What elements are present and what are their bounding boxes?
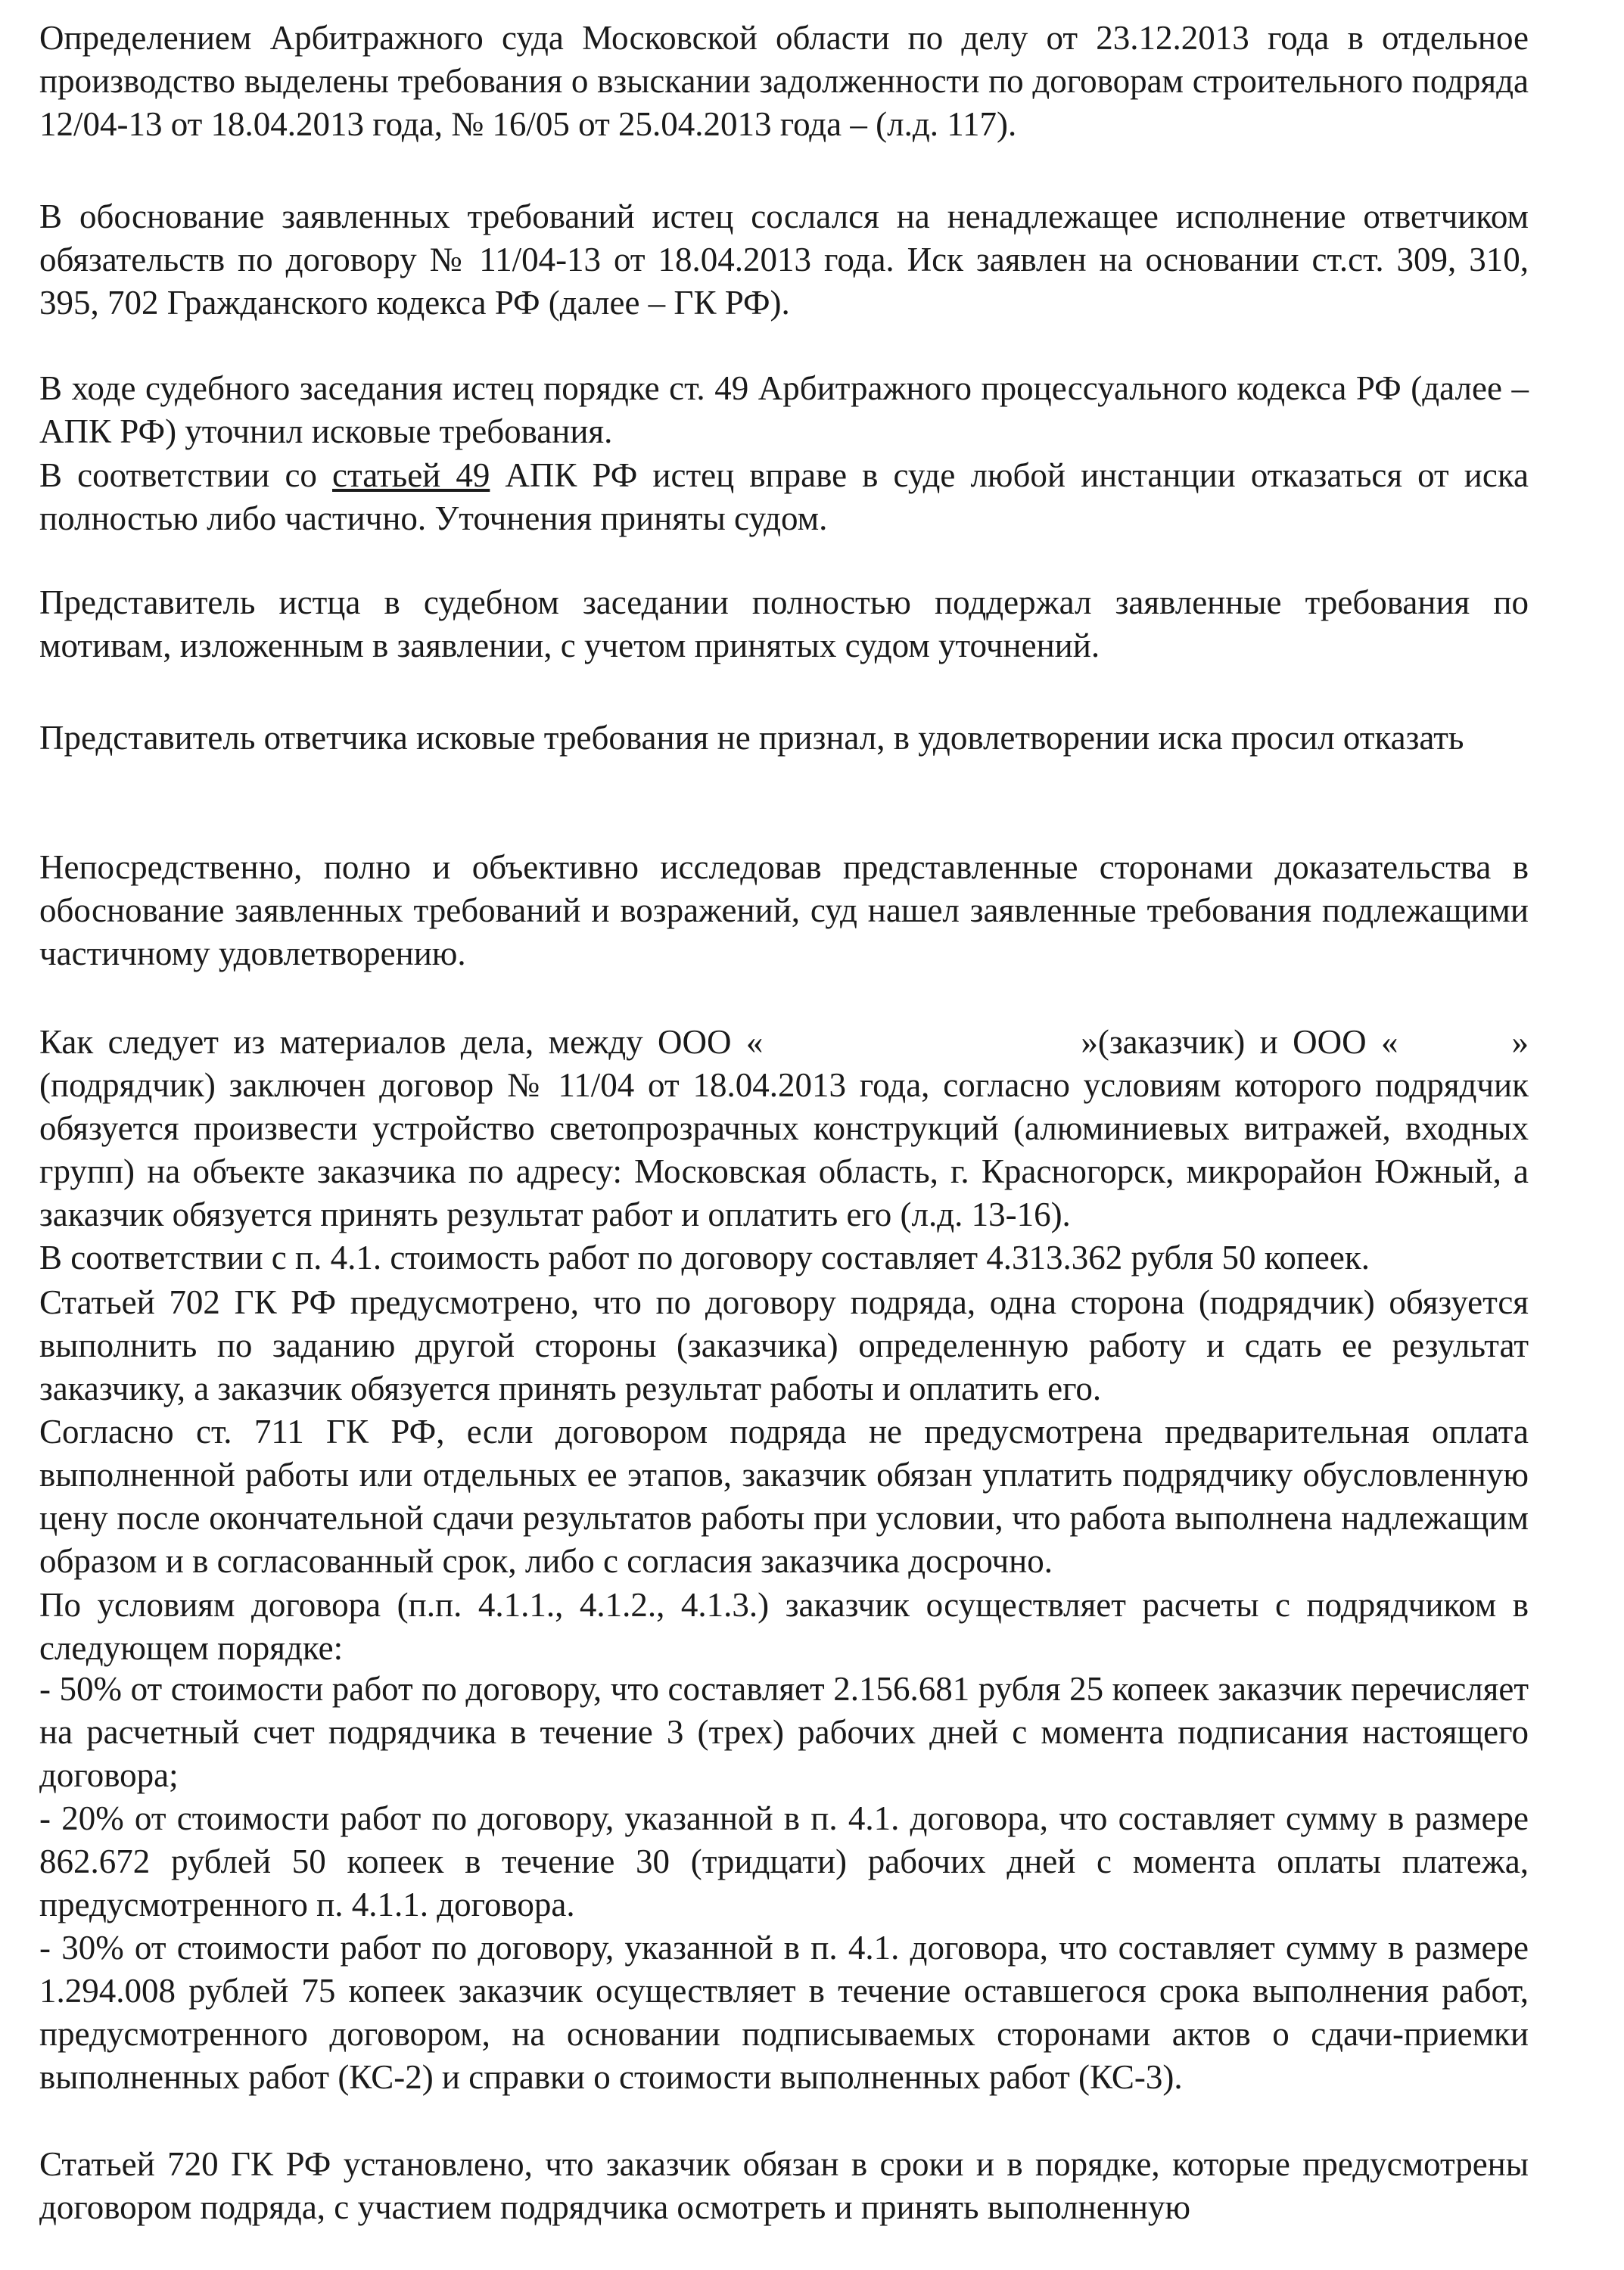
paragraph-plaintiff-position [39,581,1529,667]
paragraph-payment-terms [39,1584,1529,1670]
paragraph-text: В соответствии с п. 4.1. стоимость работ по договору составляет 4.313.362 рубля 50 копеек. [39,1239,1370,1276]
paragraph-text: Представитель истца в судебном заседании полностью поддержал заявленные требования по мотивам, изложенным в заявлении, с учетом принятых судом уточнений. [39,583,1529,664]
paragraph-article-49 [39,454,1529,540]
paragraph-text: По условиям договора (п.п. 4.1.1., 4.1.2., 4.1.3.) заказчик осуществляет расчеты с подрядчиком в следующем порядке: [39,1586,1529,1667]
paragraph-defendant-position [39,717,1529,760]
paragraph-text-start: В соответствии со [39,456,333,494]
paragraph-claim-basis [39,195,1529,325]
paragraph-court-finding [39,846,1529,975]
paragraph-text: Определением Арбитражного суда Московской области по делу от 23.12.2013 года в отдельное производство выделены требования о взыскании задолженности по договорам строительного подряда 12/04-13 от 18.04.2013 года, № 16/05 от 25.04.2013 года – (л.д. 117). [39,19,1529,143]
paragraph-article-711 [39,1410,1529,1583]
paragraph-article-720 [39,2143,1529,2229]
paragraph-text [39,454,1529,540]
paragraph-arbitration-ruling [39,17,1529,146]
paragraph-text: - 20% от стоимости работ по договору, указанной в п. 4.1. договора, что составляет сумму в размере 862.672 рублей 50 копеек в течение 30 (тридцати) рабочих дней с момента оплаты платежа, предусмотренного п. 4.1.1. договора. [39,1799,1529,1923]
paragraph-contract-price [39,1236,1529,1280]
paragraph-text: - 50% от стоимости работ по договору, что составляет 2.156.681 рубля 25 копеек заказчик перечисляет на расчетный счет подрядчика в течение 3 (трех) рабочих дней с момента подписания настоящего договора; [39,1670,1529,1794]
paragraph-text: Статьей 720 ГК РФ установлено, что заказчик обязан в сроки и в порядке, которые предусмотрены договором подряда, с участием подрядчика осмотреть и принять выполненную [39,2145,1529,2226]
paragraph-text: Представитель ответчика исковые требования не признал, в удовлетворении иска просил отказать [39,719,1464,757]
paragraph-text-end: » (подрядчик) заключен договор № 11/04 от 18.04.2013 года, согласно условиям которого подрядчик обязуется произвести устройство светопрозрачных конструкций (алюминиевых витражей, входных групп) на объекте заказчика по адресу: Московская область, г. Красногорск, микрорайон Южный, а заказчик обязуется принять результат работ и оплатить его (л.д. 13-16). [39,1023,1529,1233]
paragraph-claim-clarification [39,367,1529,453]
list-item-payment-50 [39,1668,1529,1797]
paragraph-text-middle: »(заказчик) и ООО « [1081,1023,1398,1061]
paragraph-text: Непосредственно, полно и объективно исследовав представленные сторонами доказательства в обоснование заявленных требований и возражений, суд нашел заявленные требования подлежащими частичному удовлетворению. [39,848,1529,972]
paragraph-text: - 30% от стоимости работ по договору, указанной в п. 4.1. договора, что составляет сумму в размере 1.294.008 рублей 75 копеек заказчик осуществляет в течение оставшегося срока выполнения работ, предусмотренного договором, на основании подписываемых сторонами актов о сдачи-приемки выполненных работ (КС-2) и справки о стоимости выполненных работ (КС-3). [39,1929,1529,2096]
paragraph-contract-facts [39,1021,1529,1236]
paragraph-article-702 [39,1281,1529,1410]
paragraph-text: Статьей 702 ГК РФ предусмотрено, что по договору подряда, одна сторона (подрядчик) обязуется выполнить по заданию другой стороны (заказчика) определенную работу и сдать ее результат заказчику, а заказчик обязуется принять результат работы и оплатить его. [39,1283,1529,1407]
list-item-payment-30 [39,1926,1529,2099]
paragraph-text: Согласно ст. 711 ГК РФ, если договором подряда не предусмотрена предварительная оплата выполненной работы или отдельных ее этапов, заказчик обязан уплатить подрядчику обусловленную цену после окончательной сдачи результатов работы при условии, что работа выполнена надлежащим образом и в согласованный срок, либо с согласия заказчика досрочно. [39,1413,1529,1580]
paragraph-text [39,1021,1529,1236]
paragraph-text-start: Как следует из материалов дела, между ООО « [39,1023,764,1061]
paragraph-text: В обоснование заявленных требований истец сослался на ненадлежащее исполнение ответчиком обязательств по договору № 11/04-13 от 18.04.2013 года. Иск заявлен на основании ст.ст. 309, 310, 395, 702 Гражданского кодекса РФ (далее – ГК РФ). [39,197,1529,322]
article-49-link[interactable]: статьей 49 [332,456,490,494]
paragraph-text-end: АПК РФ истец вправе в суде любой инстанции отказаться от иска полностью либо частично. Уточнения приняты судом. [39,456,1529,537]
list-item-payment-20 [39,1797,1529,1926]
paragraph-text: В ходе судебного заседания истец порядке ст. 49 Арбитражного процессуального кодекса РФ (далее – АПК РФ) уточнил исковые требования. [39,369,1529,450]
